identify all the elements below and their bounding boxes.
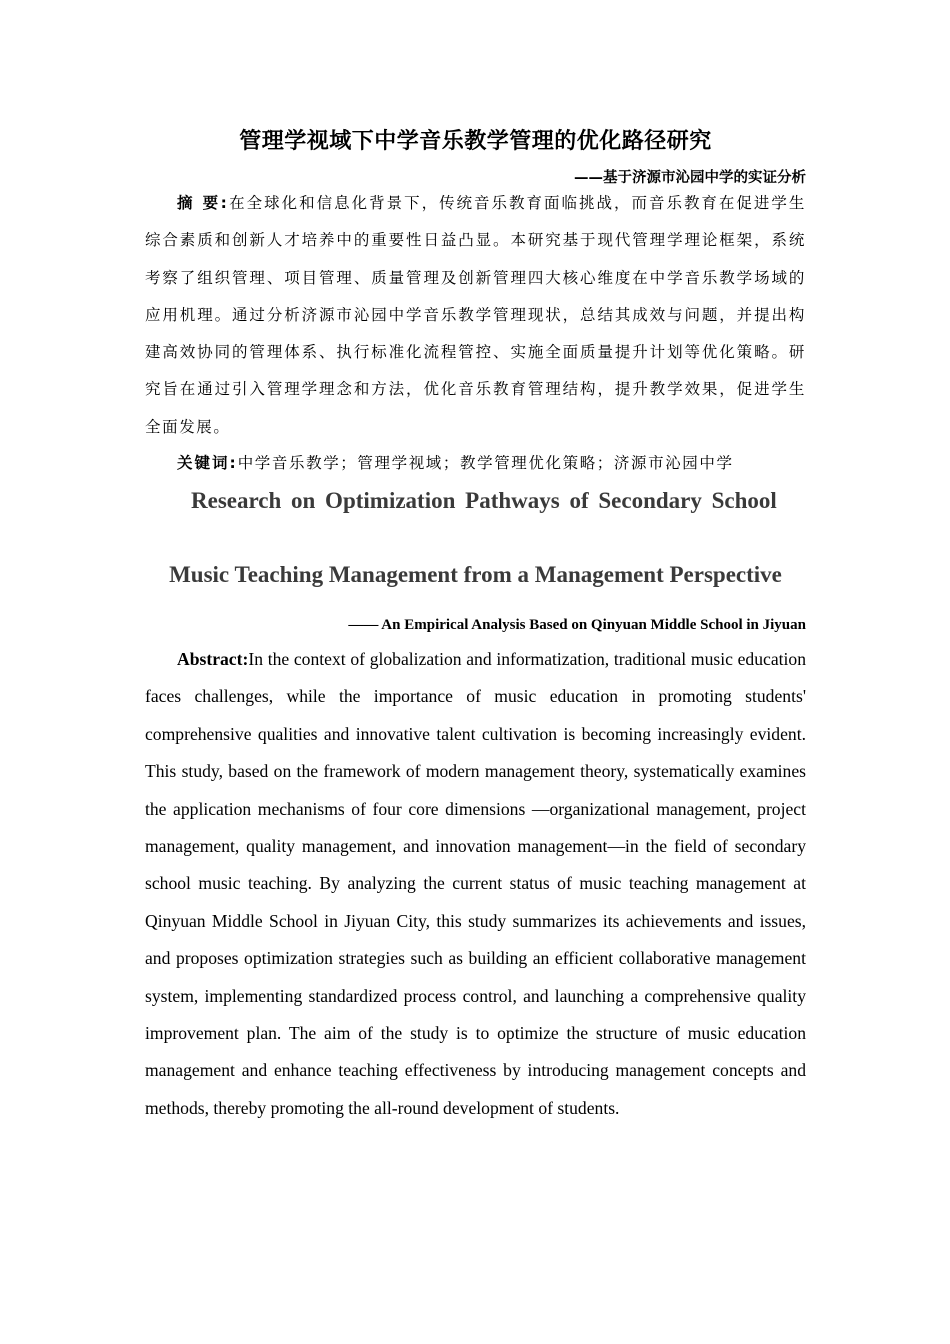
english-subtitle: —— An Empirical Analysis Based on Qinyuan Middle School in Jiyuan bbox=[348, 617, 806, 633]
english-abstract-label: Abstract: bbox=[177, 649, 249, 669]
chinese-keywords-label: 关键词: bbox=[177, 454, 238, 472]
chinese-abstract bbox=[145, 185, 806, 446]
english-abstract-text: In the context of globalization and informatization, traditional music education faces challenges, while the importance of music education in promoting students' comprehensive qualities and innovative talent cultivation is becoming increasingly evident. This study, based on the framework of modern management theory, systematically examines the application mechanisms of four core dimensions —organizational management, project management, quality management, and innovation management—in the field of secondary school music teaching. By analyzing the current status of music teaching management at Qinyuan Middle School in Jiyuan City, this study summarizes its achievements and issues, and proposes optimization strategies such as building an efficient collaborative management system, implementing standardized process control, and launching a comprehensive quality improvement plan. The aim of the study is to optimize the structure of music education management and enhance teaching effectiveness by introducing management concepts and methods, thereby promoting the all-round development of students. bbox=[145, 649, 806, 1118]
chinese-abstract-text: 在全球化和信息化背景下，传统音乐教育面临挑战，而音乐教育在促进学生综合素质和创新人才培养中的重要性日益凸显。本研究基于现代管理学理论框架，系统考察了组织管理、项目管理、质量管理及创新管理四大核心维度在中学音乐教学场域的应用机理。通过分析济源市沁园中学音乐教学管理现状，总结其成效与问题，并提出构建高效协同的管理体系、执行标准化流程管控、实施全面质量提升计划等优化策略。研究旨在通过引入管理学理念和方法，优化音乐教育管理结构，提升教学效果，促进学生全面发展。 bbox=[145, 194, 806, 436]
english-abstract bbox=[145, 641, 806, 1127]
chinese-keywords bbox=[145, 445, 806, 482]
chinese-title: 管理学视域下中学音乐教学管理的优化路径研究 bbox=[239, 129, 712, 154]
chinese-subtitle: ——基于济源市沁园中学的实证分析 bbox=[574, 170, 806, 186]
chinese-abstract-label: 摘 要: bbox=[177, 194, 229, 212]
english-title-line-1: Research on Optimization Pathways of Secondary School bbox=[191, 488, 777, 513]
chinese-keywords-text: 中学音乐教学；管理学视域；教学管理优化策略；济源市沁园中学 bbox=[237, 454, 734, 472]
english-title-line-2: Music Teaching Management from a Management Perspective bbox=[169, 562, 782, 587]
